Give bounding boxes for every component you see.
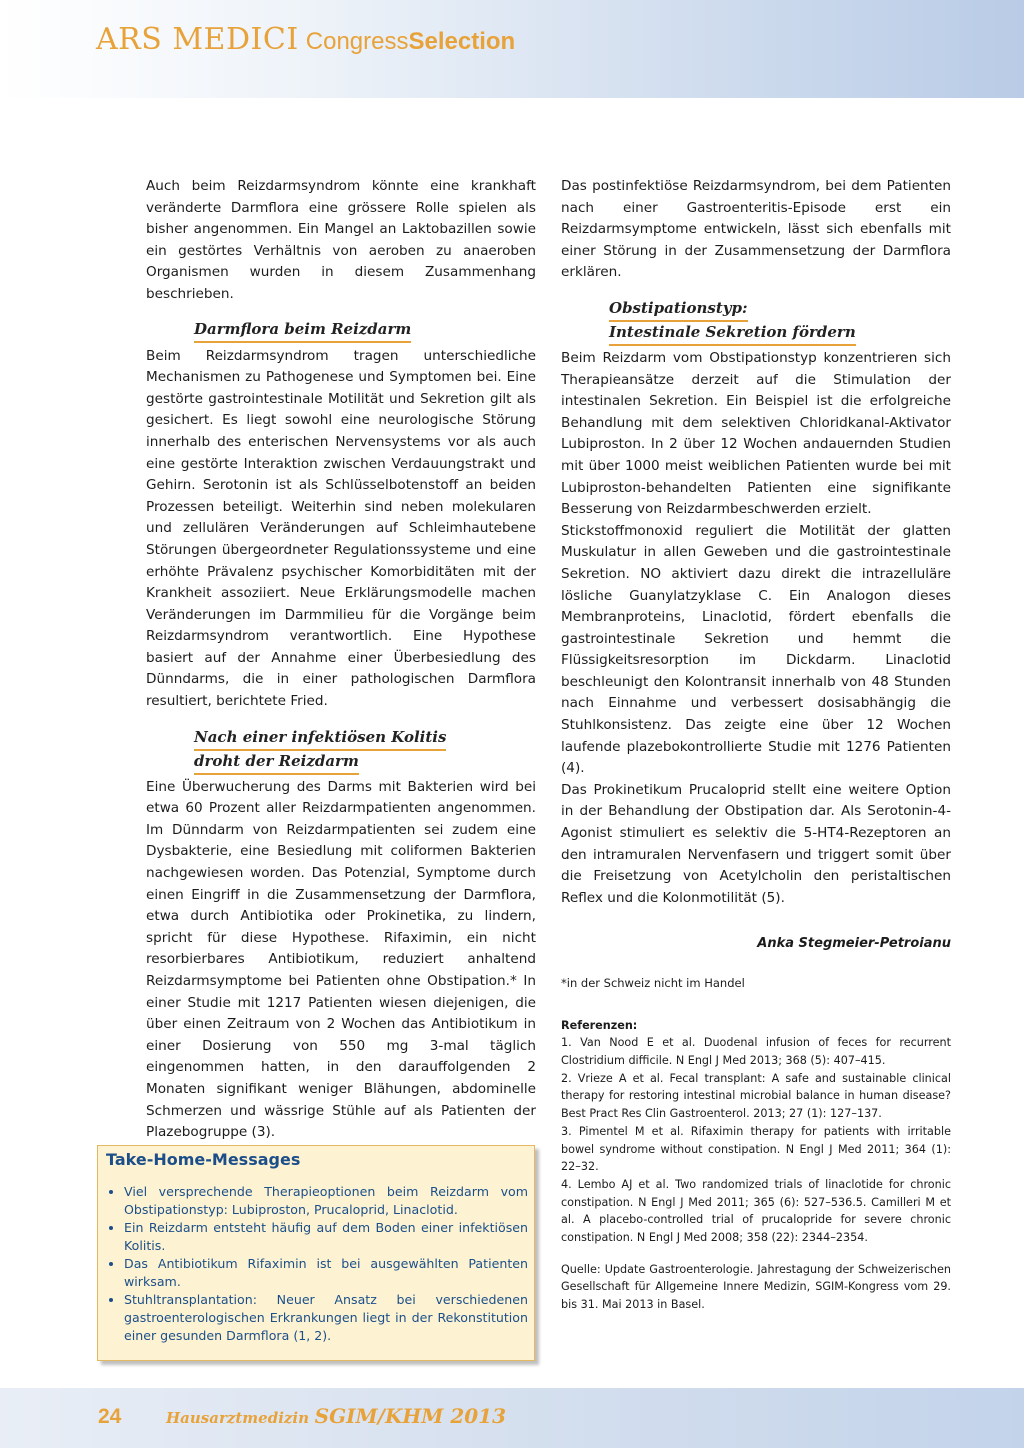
reference-item: 1. Van Nood E et al. Duodenal infusion of feces for recurrent Clostridium difficile. N Engl J Med 2013; 368 (5): 407–415. (561, 1036, 951, 1067)
brand-selection: Selection (408, 28, 516, 55)
page-number: 24 (98, 1405, 122, 1428)
paragraph-darmflora: Beim Reizdarmsyndrom tragen unterschiedliche Mechanismen zu Pathogenese und Symptomen bei. Eine gestörte gastrointestinale Motilität und Sekretion gilt als gesichert. Es liegt sowohl eine neurologische Störung innerhalb des enterischen Nervensystems vor als auch eine gestörte Interaktion zwischen Verdauungstrakt und Gehirn. Serotonin ist als Schlüsselbotenstoff an beiden Prozessen beteiligt. Weiterhin sind neben molekularen und zellulären Veränderungen auf Schleimhautebene Störungen übergeordneter Regulationssysteme und eine erhöhte Prävalenz psychischer Komorbiditäten mit der Krankheit assoziiert. Neue Erklärungsmodelle machen Veränderungen im Darmmilieu für die Vorgänge beim Reizdarmsyndrom verantwortlich. Eine Hypothese basiert auf der Annahme einer Überbesiedlung des Dünndarms, die in einer pathologischen Darmflora resultiert, berichtete Fried. (146, 347, 536, 710)
footer-publication-title (166, 1404, 506, 1428)
footer-title-sgim-khm: SGIM/KHM 2013 (314, 1404, 506, 1428)
reference-item: 2. Vrieze A et al. Fecal transplant: A safe and sustainable clinical therapy for restoring intestinal microbial balance in human disease? Best Pract Res Clin Gastroenterol. 2013; 27 (1): 127–137. (561, 1071, 951, 1121)
section-heading-obstipation-line2: Intestinale Sekretion fördern (609, 322, 856, 346)
paragraph-linaclotid: Stickstoffmonoxid reguliert die Motilität der glatten Muskulatur in allen Geweben und die gastrointestinale Sekretion. NO aktiviert dazu direkt die intrazelluläre lösliche Guanylatzyklase C. Ein Analogon dieses Membranproteins, Linaclotid, fördert ebenfalls die gastrointestinale Sekretion und hemmt die Flüssigkeitsresorption im Dickdarm. Linaclotid beschleunigt den Kolontransit innerhalb von 48 Stunden nach Einnahme und verbessert dosisabhängig die Stuhlkonsistenz. Das zeigte eine über 12 Wochen laufende plazebokontrollierte Studie mit 1276 Patienten (4). (561, 522, 951, 777)
right-column (561, 176, 951, 1314)
paragraph-prucaloprid: Das Prokinetikum Prucaloprid stellt eine weitere Option in der Behandlung der Obstipation dar. Als Serotonin-4-Agonist stimuliert es selektiv die 5-HT4-Rezeptoren an den intramuralen Nervenfasern und triggert somit über die Freisetzung von Acetylcholin den peristaltischen Reflex und die Kolonmotilität (5). (561, 781, 951, 906)
footer-title-hausarztmedizin: Hausarztmedizin (166, 1409, 310, 1427)
intro-paragraph: Auch beim Reizdarmsyndrom könnte eine krankhaft veränderte Darmflora eine grössere Rolle spielen als bisher angenommen. Ein Mangel an Laktobazillen sowie ein gestörtes Verhältnis von aeroben zu anaeroben Organismen wurden in diesem Zusammenhang beschrieben. (146, 178, 536, 302)
take-home-messages-list (104, 1183, 528, 1345)
references-title: Referenzen: (561, 1018, 638, 1032)
references (561, 1017, 951, 1314)
take-home-item: • Viel versprechende Therapieoptionen beim Reizdarm vom Obstipationstyp: Lubiproston, Prucaloprid, Linaclotid. (124, 1183, 528, 1219)
take-home-item: • Das Antibiotikum Rifaximin ist bei ausgewählten Patienten wirksam. (124, 1255, 528, 1291)
take-home-messages-box (97, 1145, 535, 1361)
section-heading-kolitis-line1: Nach einer infektiösen Kolitis (194, 727, 446, 751)
reference-item: 4. Lembo AJ et al. Two randomized trials of linaclotide for chronic constipation. N Engl J Med 2011; 365 (6): 527–536.5. Camilleri M et al. A placebo-controlled trial of prucalopride for severe chronic constipation. N Engl J Med 2008; 358 (22): 2344–2354. (561, 1177, 951, 1245)
footnote: *in der Schweiz nicht im Handel (561, 976, 745, 990)
take-home-item: • Stuhltransplantation: Neuer Ansatz bei verschiedenen gastroenterologischen Erkrankungen liegt in der Rekonstitution einer gesunden Darmflora (1, 2). (124, 1291, 528, 1345)
footer-band (0, 1388, 1024, 1448)
section-heading-darmflora: Darmflora beim Reizdarm (194, 319, 536, 343)
section-heading-kolitis-line2: droht der Reizdarm (194, 751, 359, 775)
author: Anka Stegmeier-Petroianu (757, 936, 951, 952)
brand-logo (96, 22, 515, 62)
section-heading-kolitis (194, 727, 536, 775)
source-note: Quelle: Update Gastroenterologie. Jahrestagung der Schweizerischen Gesellschaft für Allgemeine Innere Medizin, SGIM-Kongress vom 29. bis 31. Mai 2013 in Basel. (561, 1262, 951, 1312)
take-home-messages-title: Take-Home-Messages (106, 1150, 301, 1169)
take-home-item: • Ein Reizdarm entsteht häufig auf dem Boden einer infektiösen Kolitis. (124, 1219, 528, 1255)
left-column (146, 176, 536, 1144)
paragraph-postinfektioes: Das postinfektiöse Reizdarmsyndrom, bei dem Patienten nach einer Gastroenteritis-Episode erst ein Reizdarmsymptome entwickeln, lässt sich ebenfalls mit einer Störung in der Zusammensetzung der Darmflora erklären. (561, 178, 951, 281)
section-heading-obstipation (609, 298, 951, 346)
brand-ars-medici: ARS MEDICI (96, 22, 299, 57)
paragraph-lubiproston: Beim Reizdarm vom Obstipationstyp konzentrieren sich Therapieansätze derzeit auf die Stimulation der intestinalen Sekretion. Ein Beispiel ist die erfolgreiche Behandlung mit dem selektiven Chloridkanal-Aktivator Lubiproston. In 2 über 12 Wochen andauernden Studien mit über 1000 meist weiblichen Patienten wurde bei mit Lubiproston-behandelten Patienten eine signifikante Besserung von Reizdarmbeschwerden erzielt. (561, 349, 951, 518)
reference-item: 3. Pimentel M et al. Rifaximin therapy for patients with irritable bowel syndrome without constipation. N Engl J Med 2011; 364 (1): 22–32. (561, 1124, 951, 1174)
brand-congress: Congress (305, 28, 409, 55)
paragraph-kolitis: Eine Überwucherung des Darms mit Bakterien wird bei etwa 60 Prozent aller Reizdarmpatienten angenommen. Im Dünndarm von Reizdarmpatienten sei zudem eine Dysbakterie, eine Besiedlung mit coliformen Bakterien nachgewiesen worden. Das Potenzial, Symptome durch einen Eingriff in die Zusammensetzung der Darmflora, etwa durch Antibiotika oder Prokinetika, zu lindern, spricht für diese Hypothese. Rifaximin, ein nicht resorbierbares Antibiotikum, reduziert anhaltend Reizdarmsymptome bei Patienten ohne Obstipation.* In einer Studie mit 1217 Patienten wiesen diejenigen, die über einen Zeitraum von 2 Wochen das Antibiotikum in einer Dosierung von 550 mg 3-mal täglich eingenommen hatten, in den darauffolgenden 2 Monaten signifikant weniger Blähungen, abdominelle Schmerzen und wässrige Stühle auf als Patienten der Plazebogruppe (3). (146, 778, 536, 1141)
section-heading-obstipation-line1: Obstipationstyp: (609, 298, 748, 322)
